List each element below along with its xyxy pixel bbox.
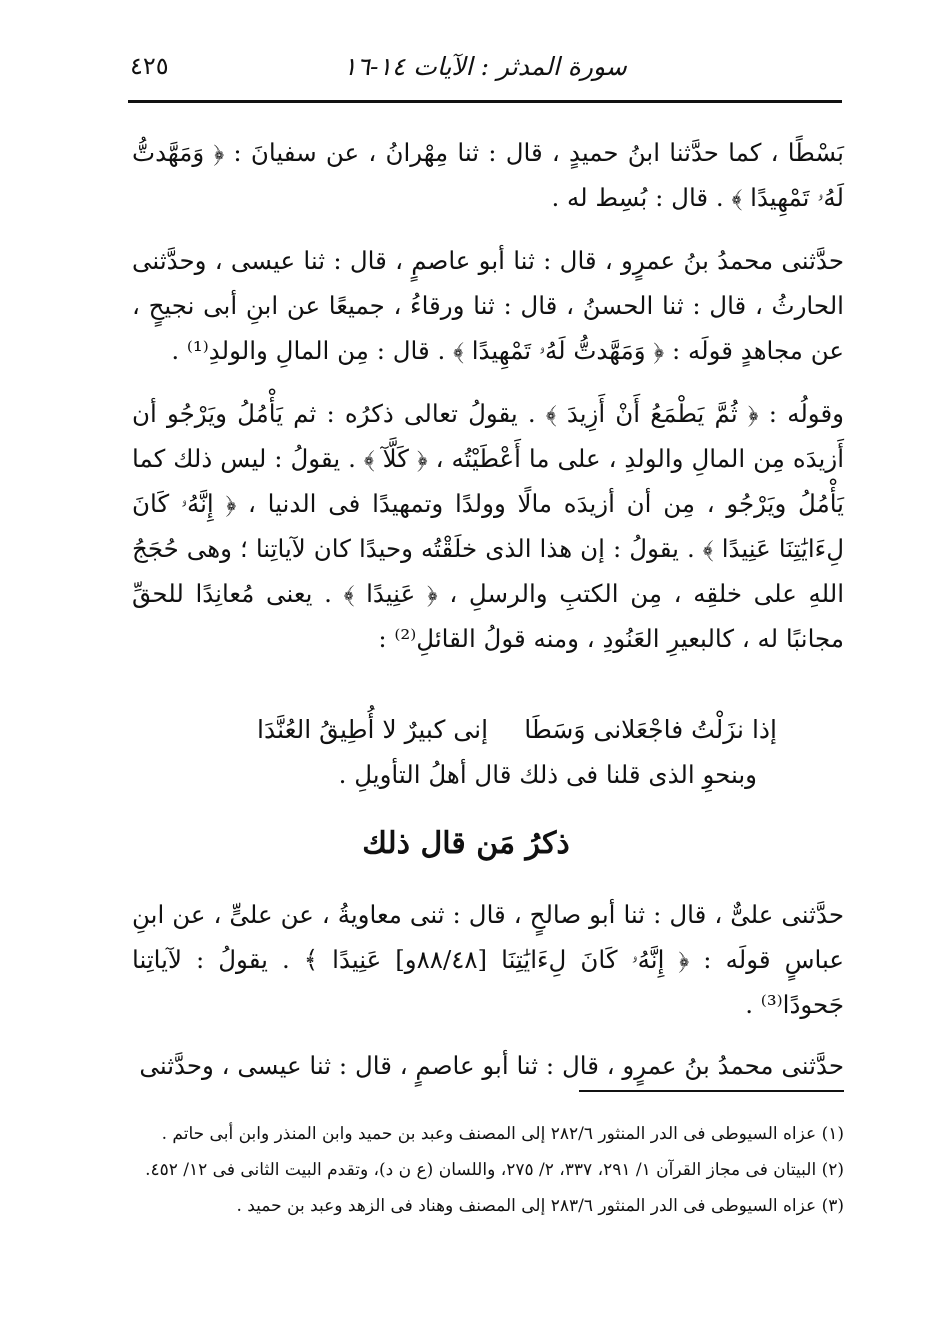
- poem-hemistich-2: إنى كبيرٌ لا أُطِيقُ العُنَّدَا: [257, 715, 489, 744]
- footnote-2: (٢) البيتان فى مجاز القرآن ١/ ٢٩١، ٣٣٧، ٢/ ٢٧٥، واللسان (ع ن د)، وتقدم البيت الثانى فى ١٢/ ٤٥٢.: [145, 1160, 844, 1180]
- paragraph-4: حدَّثنى علىٌّ ، قال : ثنا أبو صالحٍ ، قال : ثنى معاويةُ ، عن علىٍّ ، عن ابنِ عباسٍ قولَه : ﴿ إِنَّهُۥ كَانَ لِءَايَٰتِنَا [٨٨/٤٨و] عَنِيدًا ﴾ . يقولُ : لآياتِنا جَحودًا⁽³⁾ .: [132, 900, 844, 1019]
- main-text: [132, 130, 844, 679]
- page-header: [130, 52, 840, 92]
- main-text-continued: [132, 892, 844, 1104]
- footnotes: [132, 1118, 844, 1226]
- after-poem-line: وبنحوِ الذى قلنا فى ذلك قال أهلُ التأويلِ .: [338, 760, 757, 789]
- poem-verse: [257, 715, 777, 744]
- footnote-rule: [579, 1090, 844, 1092]
- footnote-1: (١) عزاه السيوطى فى الدر المنثور ٢٨٢/٦ إلى المصنف وعبد بن حميد وابن المنذر وابن أبى حاتم .: [161, 1124, 844, 1144]
- footnote-3: (٣) عزاه السيوطى فى الدر المنثور ٢٨٣/٦ إلى المصنف وهناد فى الزهد وعبد بن حميد .: [236, 1196, 844, 1216]
- page-number: ٤٢٥: [130, 52, 169, 80]
- paragraph-3: وقولُه : ﴿ ثُمَّ يَطْمَعُ أَنْ أَزِيدَ ﴾ . يقولُ تعالى ذكرُه : ثم يَأْمُلُ ويَرْجُو أن أَزيدَه مِن المالِ والولدِ ، على ما أَعْطَيْتُه ، ﴿ كَلَّآ ﴾ . يقولُ : ليس ذلك كما يَأْمُلُ ويَرْجُو ، مِن أن أزيدَه مالًا وولدًا وتمهيدًا فى الدنيا ، ﴿ إِنَّهُۥ كَانَ لِءَايَٰتِنَا عَنِيدًا ﴾ . يقولُ : إن هذا الذى خلَقْتُه وحيدًا كان لآياتِنا ؛ وهى حُجَجُ اللهِ على خلقِه ، مِن الكتبِ والرسلِ ، ﴿ عَنِيدًا ﴾ . يعنى مُعانِدًا للحقِّ مجانبًا له ، كالبعيرِ العَنُودِ ، ومنه قولُ القائلِ⁽²⁾ :: [132, 399, 844, 653]
- poem-hemistich-1: إذا نزَلْتُ فاجْعَلانى وَسَطَا: [524, 715, 777, 744]
- paragraph-5: حدَّثنى محمدُ بنُ عمرٍو ، قال : ثنا أبو عاصمٍ ، قال : ثنا عيسى ، وحدَّثنى: [139, 1051, 844, 1080]
- section-heading: ذكرُ مَن قال ذلك: [362, 826, 570, 861]
- paragraph-2: حدَّثنى محمدُ بنُ عمرٍو ، قال : ثنا أبو عاصمٍ ، قال : ثنا عيسى ، وحدَّثنى الحارثُ ، قال : ثنا الحسنُ ، قال : ثنا ورقاءُ ، جميعًا عن ابنِ أبى نجيحٍ ، عن مجاهدٍ قولَه : ﴿ وَمَهَّدتُّ لَهُۥ تَمْهِيدًا ﴾ . قال : مِن المالِ والولدِ⁽¹⁾ .: [132, 246, 844, 365]
- header-rule: [128, 100, 842, 103]
- paragraph-1: بَسْطًا ، كما حدَّثنا ابنُ حميدٍ ، قال : ثنا مِهْرانُ ، عن سفيانَ : ﴿ وَمَهَّدتُّ لَهُۥ تَمْهِيدًا ﴾ . قال : بُسِط له .: [132, 138, 844, 212]
- running-title: سورة المدثر : الآيات ١٤-١٦: [343, 52, 627, 81]
